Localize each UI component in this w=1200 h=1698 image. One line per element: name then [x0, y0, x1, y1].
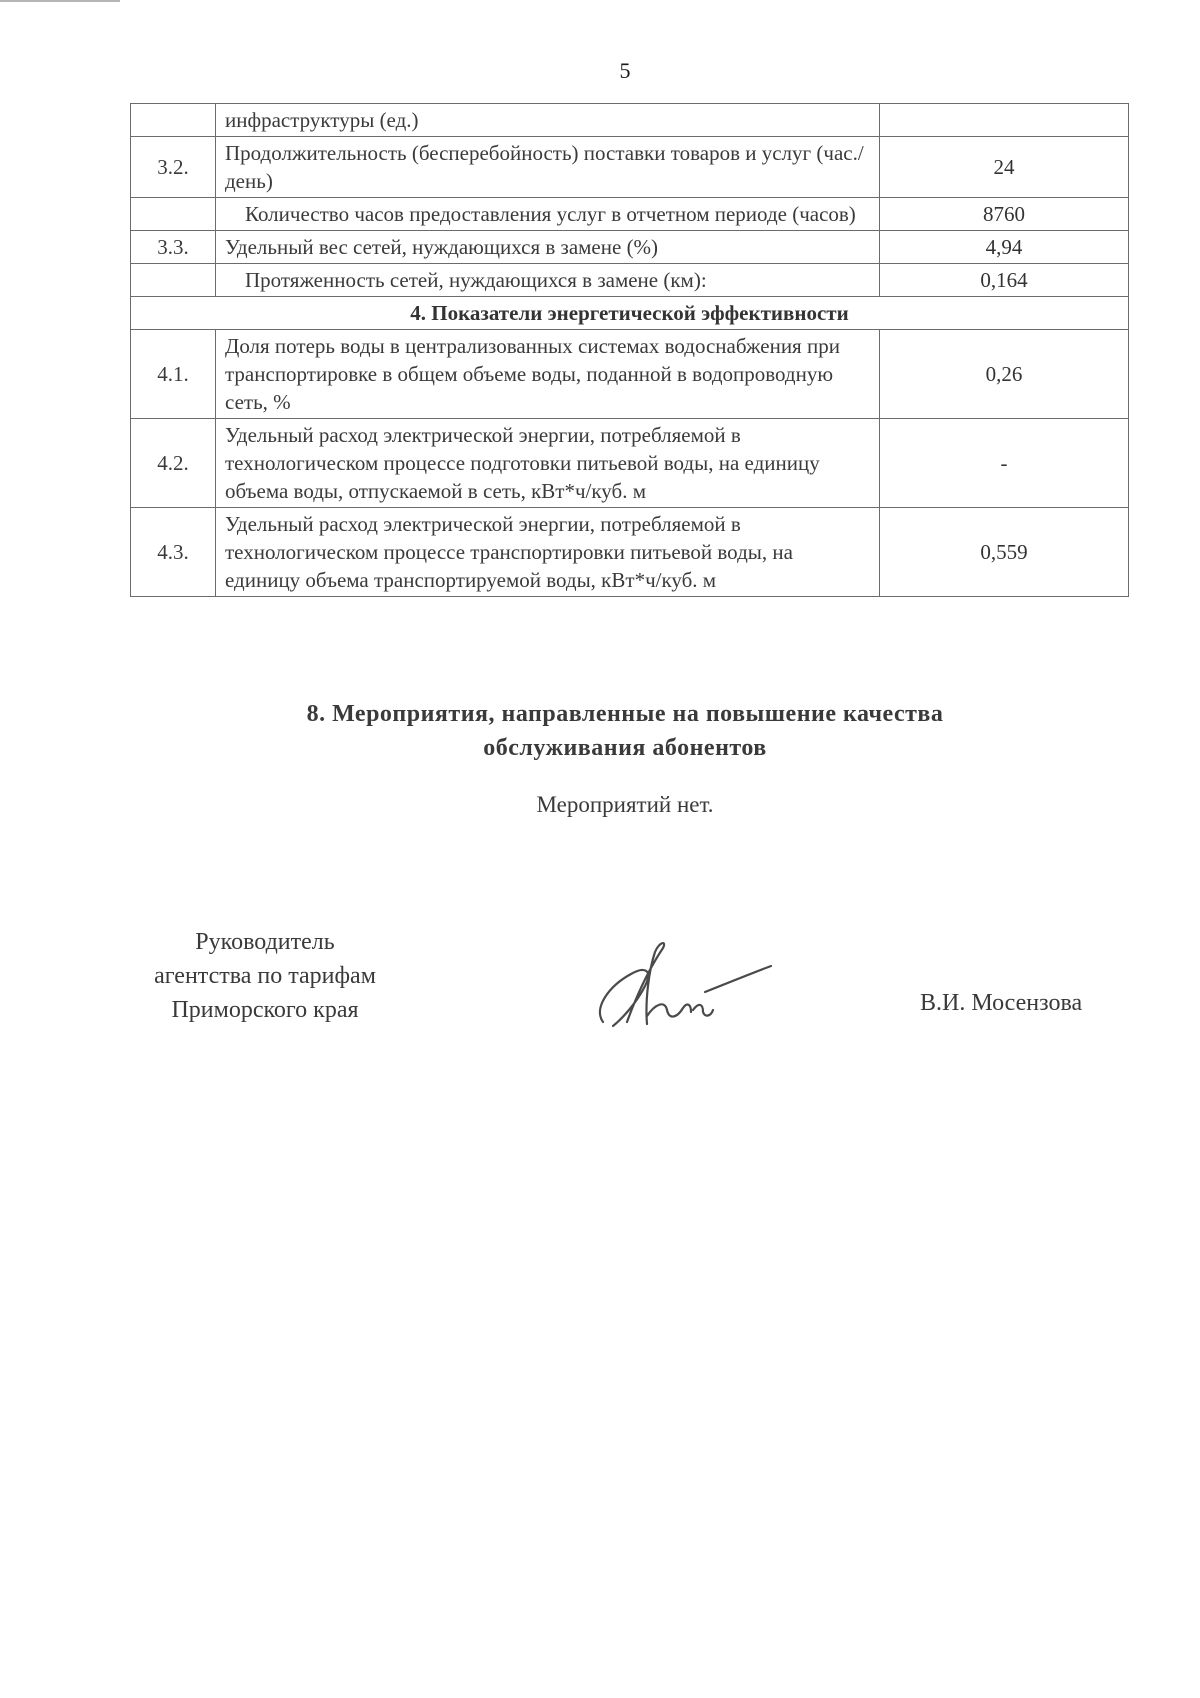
table-row: [131, 231, 1129, 264]
page-number: 5: [619, 58, 631, 83]
signatory-title: [115, 925, 415, 1027]
row-number: [131, 198, 216, 231]
indicator-value: [880, 104, 1129, 137]
row-number: [131, 264, 216, 297]
indicator-name: Доля потерь воды в централизованных системах водоснабжения при транспортировке в общем объеме воды, поданной в водопроводную сеть, %: [216, 330, 880, 419]
indicator-value: -: [880, 419, 1129, 508]
indicator-value: 24: [880, 137, 1129, 198]
row-number: 4.3.: [131, 508, 216, 597]
table-row: [131, 198, 1129, 231]
indicators-table-body: [131, 104, 1129, 597]
table-section-title: 4. Показатели энергетической эффективности: [131, 297, 1129, 330]
indicator-name: Удельный расход электрической энергии, потребляемой в технологическом процессе транспортировки питьевой воды, на единицу объема транспортируемой воды, кВт*ч/куб. м: [216, 508, 880, 597]
section-8-body: Мероприятий нет.: [536, 792, 714, 817]
signatory-name: В.И. Мосензова: [920, 990, 1083, 1016]
indicator-name: Удельный вес сетей, нуждающихся в замене (%): [216, 231, 880, 264]
signatory-title-line1: Руководитель: [195, 929, 335, 955]
indicator-value: 0,559: [880, 508, 1129, 597]
handwritten-signature: [585, 930, 775, 1040]
section-8-heading: [0, 697, 1200, 765]
signatory-title-line3: Приморского края: [171, 997, 359, 1023]
table-row: [131, 264, 1129, 297]
indicator-value: 0,164: [880, 264, 1129, 297]
indicator-name: Удельный расход электрической энергии, потребляемой в технологическом процессе подготовки питьевой воды, на единицу объема воды, отпускаемой в сеть, кВт*ч/куб. м: [216, 419, 880, 508]
row-number: 3.3.: [131, 231, 216, 264]
table-row: [131, 104, 1129, 137]
indicator-name: Количество часов предоставления услуг в отчетном периоде (часов): [216, 198, 880, 231]
section-8-heading-line2: обслуживания абонентов: [483, 735, 767, 761]
indicator-name: инфраструктуры (ед.): [216, 104, 880, 137]
table-row: [131, 419, 1129, 508]
indicator-value: 4,94: [880, 231, 1129, 264]
indicators-table: [130, 103, 1129, 597]
row-number: 3.2.: [131, 137, 216, 198]
scan-edge-mark: [0, 0, 120, 2]
signatory-title-line2: агентства по тарифам: [154, 963, 376, 989]
indicator-name: Продолжительность (бесперебойность) поставки товаров и услуг (час./день): [216, 137, 880, 198]
indicator-value: 8760: [880, 198, 1129, 231]
row-number: [131, 104, 216, 137]
row-number: 4.1.: [131, 330, 216, 419]
indicator-name: Протяженность сетей, нуждающихся в замене (км):: [216, 264, 880, 297]
row-number: 4.2.: [131, 419, 216, 508]
table-row: [131, 137, 1129, 198]
table-row: [131, 330, 1129, 419]
section-8-heading-line1: 8. Мероприятия, направленные на повышение качества: [306, 701, 944, 727]
indicator-value: 0,26: [880, 330, 1129, 419]
table-section-row: [131, 297, 1129, 330]
table-row: [131, 508, 1129, 597]
